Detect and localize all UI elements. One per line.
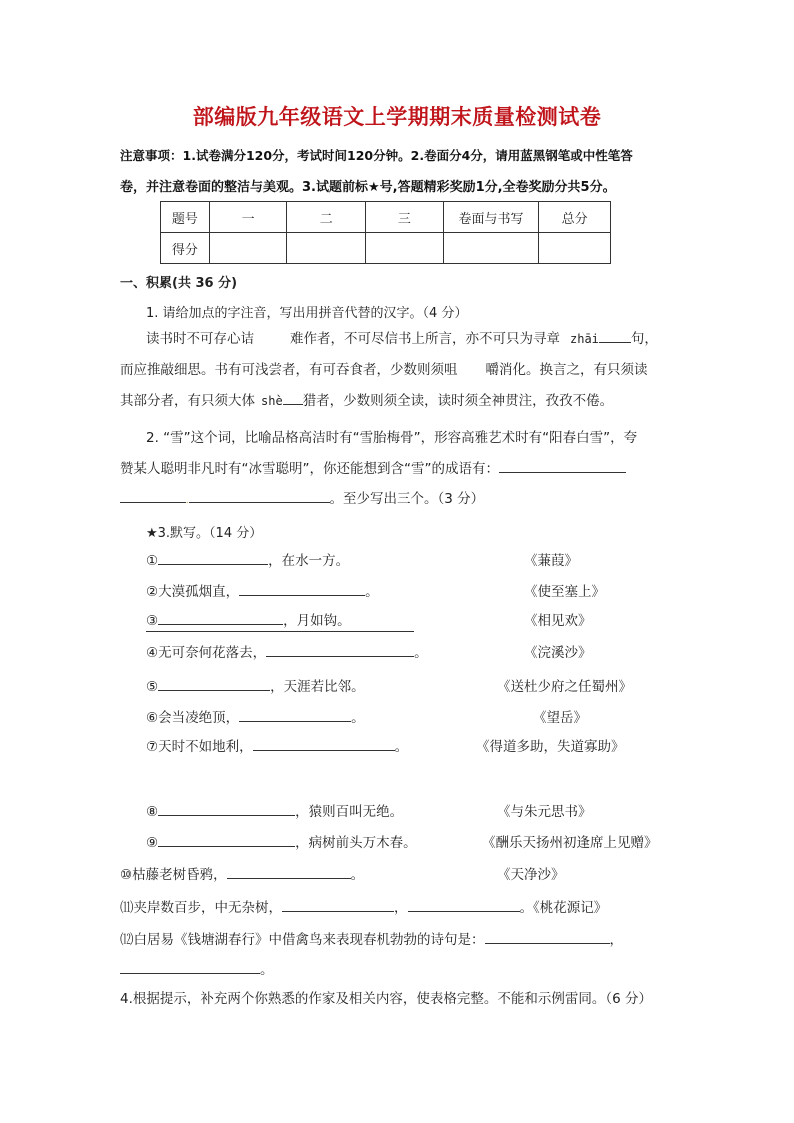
answer-blank[interactable]	[158, 832, 295, 847]
source-title: 《望岳》	[533, 710, 587, 726]
answer-blank[interactable]	[158, 610, 283, 625]
item-separator: ，	[394, 900, 408, 916]
item-suffix: 。	[365, 584, 379, 600]
answer-blank[interactable]	[253, 736, 395, 751]
q1-text: 其部分者，有只须大体	[120, 393, 255, 409]
item-suffix: 。	[519, 900, 533, 916]
source-title: 《桃花源记》	[533, 900, 608, 916]
notice-line-1: 注意事项：1.试卷满分120分，考试时间120分钟。2.卷面分4分，请用蓝黑钢笔或中性笔答	[120, 148, 633, 163]
q1-text: 而应推敲细思。书有可浅尝者，有可吞食者，少数则须咀	[120, 362, 458, 378]
item-suffix: 。	[394, 739, 409, 755]
answer-blank[interactable]	[158, 550, 268, 565]
score-input-cell[interactable]	[209, 233, 287, 264]
source-title: 《蒹葭》	[524, 553, 578, 569]
table-cell: 一	[209, 202, 287, 233]
source-title: 《与朱元思书》	[497, 804, 592, 820]
source-title: 《送杜少府之任蜀州》	[497, 679, 632, 695]
answer-blank[interactable]	[189, 488, 330, 503]
score-input-cell[interactable]	[287, 233, 366, 264]
table-cell: 题号	[161, 202, 210, 233]
source-title: 《使至塞上》	[524, 584, 605, 600]
source-title: 《天净沙》	[497, 867, 565, 883]
q1-text: 猎者，少数则须全读，读时须全神贯注，孜孜不倦。	[302, 393, 614, 409]
page-title: 部编版九年级语文上学期期末质量检测试卷	[192, 104, 602, 129]
section-heading: 一、积累(共 36 分)	[120, 276, 238, 291]
score-table	[160, 201, 611, 264]
dictation-item	[120, 925, 623, 956]
answer-blank[interactable]	[485, 929, 610, 944]
dictation-item	[146, 672, 365, 703]
dictation-item	[146, 797, 403, 828]
q1-text: 嚼消化。换言之，有只须读	[485, 362, 648, 378]
item-prefix: ①	[146, 553, 159, 569]
pinyin-text: shè	[261, 394, 283, 408]
answer-blank[interactable]	[282, 897, 394, 912]
dictation-item	[120, 860, 364, 891]
item-suffix: ，病树前头万木春。	[295, 835, 417, 851]
table-cell: 总分	[539, 202, 611, 233]
notice-line-2: 卷，并注意卷面的整洁与美观。3.试题前标★号,答题精彩奖励1分,全卷奖励分共5分。	[120, 180, 616, 195]
item-prefix: ⑧	[146, 804, 159, 820]
item-prefix: ③	[146, 613, 159, 629]
table-cell: 卷面与书写	[443, 202, 539, 233]
item-suffix: ，天涯若比邻。	[270, 679, 365, 695]
table-cell: 二	[287, 202, 366, 233]
mark-dot: .	[186, 496, 189, 505]
dictation-item	[146, 828, 417, 859]
item-suffix: ，在水一方。	[268, 553, 350, 569]
answer-blank[interactable]	[158, 801, 295, 816]
question-2-line-3	[120, 484, 484, 516]
q1-text: 难作者，不可尽信书上所言，亦不可只为寻章	[290, 331, 560, 347]
dictation-item	[146, 546, 349, 577]
source-title: 《酬乐天扬州初逢席上见赠》	[482, 835, 658, 851]
answer-blank[interactable]	[120, 488, 186, 503]
score-input-cell[interactable]	[539, 233, 611, 264]
question-1-line-3	[120, 386, 613, 417]
dictation-item	[146, 732, 408, 763]
score-input-cell[interactable]	[443, 233, 539, 264]
pinyin-text: zhāi	[570, 332, 599, 346]
table-cell: 得分	[161, 233, 210, 264]
item-prefix: ⑾夹岸数百步，中无杂树，	[120, 900, 282, 916]
question-3-stem: ★3.默写。（14 分）	[146, 526, 263, 541]
dictation-item	[146, 638, 428, 669]
source-title: 《浣溪沙》	[524, 645, 592, 661]
question-4-stem: 4.根据提示，补充两个你熟悉的作家及相关内容，使表格完整。不能和示例雷同。（6 分）	[120, 991, 653, 1007]
item-suffix: 。	[414, 645, 428, 661]
answer-blank[interactable]	[499, 458, 626, 473]
dictation-item	[146, 606, 351, 637]
item-suffix: ，月如钩。	[283, 613, 351, 629]
answer-blank[interactable]	[227, 864, 351, 879]
source-title: 《得道多助，失道寡助》	[476, 739, 625, 755]
dictation-item-continued	[120, 955, 274, 986]
item-prefix: ⑥会当凌绝顶，	[146, 710, 240, 726]
answer-blank[interactable]	[266, 642, 414, 657]
question-1-line-2	[120, 355, 648, 386]
question-1-stem: 1. 请给加点的字注音，写出用拼音代替的汉字。（4 分）	[146, 306, 468, 321]
item-suffix: 。	[351, 710, 365, 726]
item-prefix: ④无可奈何花落去，	[146, 645, 267, 661]
dictation-item	[120, 893, 607, 924]
underline-rule	[146, 631, 414, 632]
item-prefix: ⑤	[146, 679, 159, 695]
item-prefix: ⑦天时不如地利，	[146, 739, 253, 755]
question-2-line-1: 2. “雪”这个词，比喻品格高洁时有“雪胎梅骨”，形容高雅艺术时有“阳春白雪”，夸	[146, 430, 638, 446]
item-prefix: ⑿白居易《钱塘湖春行》中借禽鸟来表现春机勃勃的诗句是：	[120, 932, 485, 948]
answer-blank[interactable]	[408, 897, 520, 912]
score-table-header-row	[161, 202, 611, 233]
item-suffix: ，猿则百叫无绝。	[295, 804, 404, 820]
dictation-item	[146, 703, 365, 734]
answer-blank[interactable]	[239, 707, 351, 722]
score-table-score-row	[161, 233, 611, 264]
answer-blank[interactable]	[120, 959, 260, 974]
score-input-cell[interactable]	[366, 233, 444, 264]
answer-blank[interactable]	[599, 328, 631, 343]
answer-blank[interactable]	[283, 390, 303, 405]
item-prefix: ⑨	[146, 835, 159, 851]
item-prefix: ⑩枯藤老树昏鸦，	[120, 867, 227, 883]
dictation-item	[146, 577, 379, 608]
q2-text: 。至少写出三个。（3 分）	[329, 491, 485, 507]
question-1-line-1	[146, 324, 658, 355]
source-title: 《相见欢》	[524, 613, 592, 629]
item-prefix: ②大漠孤烟直，	[146, 584, 240, 600]
question-2-line-2	[120, 454, 626, 485]
item-suffix: 。	[260, 962, 274, 978]
item-suffix: ，	[609, 932, 623, 948]
item-suffix: 。	[350, 867, 365, 883]
table-cell: 三	[366, 202, 444, 233]
q2-text: 赞某人聪明非凡时有“冰雪聪明”，你还能想到含“雪”的成语有：	[120, 461, 499, 477]
q1-text: 句，	[630, 331, 658, 347]
answer-blank[interactable]	[158, 676, 270, 691]
q1-text: 读书时不可存心诘	[146, 331, 254, 347]
answer-blank[interactable]	[239, 581, 365, 596]
